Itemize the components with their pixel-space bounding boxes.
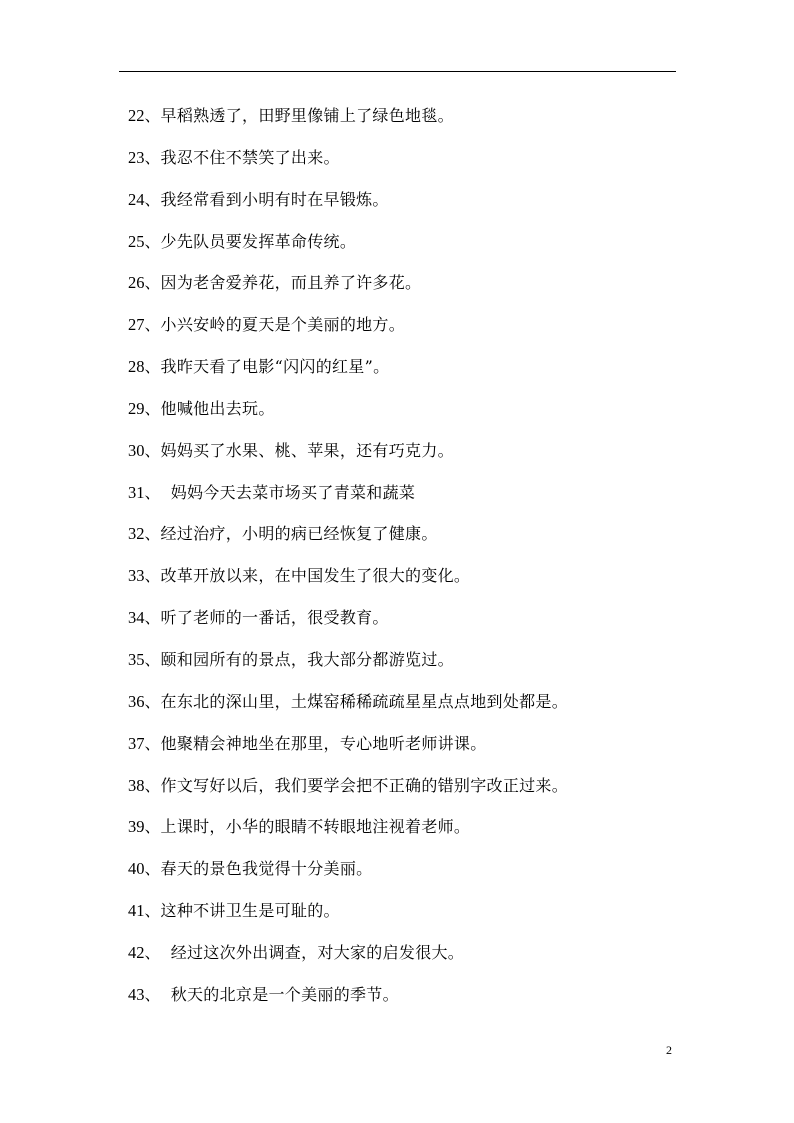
sentence-number: 23 bbox=[128, 147, 145, 167]
sentence-separator: 、 bbox=[144, 357, 161, 377]
sentence-item bbox=[128, 104, 688, 146]
sentence-number: 42 bbox=[128, 942, 145, 962]
sentence-text: 春天的景色我觉得十分美丽。 bbox=[160, 859, 373, 879]
sentence-separator: 、 bbox=[144, 691, 161, 711]
sentence-separator: 、 bbox=[144, 147, 161, 167]
sentence-number: 38 bbox=[128, 775, 145, 795]
sentence-text: 颐和园所有的景点，我大部分都游览过。 bbox=[160, 649, 454, 669]
sentence-item bbox=[128, 606, 688, 648]
sentence-item bbox=[128, 188, 688, 230]
sentence-item bbox=[128, 899, 688, 941]
sentence-separator: 、 bbox=[144, 608, 161, 628]
sentence-number: 43 bbox=[128, 984, 145, 1004]
header-rule bbox=[119, 71, 676, 72]
sentence-item bbox=[128, 397, 688, 439]
sentence-item bbox=[128, 815, 688, 857]
sentence-text: 他喊他出去玩。 bbox=[160, 398, 275, 418]
sentence-number: 22 bbox=[128, 106, 145, 125]
sentence-text: 少先队员要发挥革命传统。 bbox=[160, 231, 357, 251]
sentence-text: 我忍不住不禁笑了出来。 bbox=[160, 147, 340, 167]
sentence-number: 36 bbox=[128, 691, 145, 711]
sentence-number: 28 bbox=[128, 357, 145, 377]
sentence-separator: 、 bbox=[144, 524, 161, 544]
sentence-separator: 、 bbox=[144, 482, 171, 502]
sentence-item bbox=[128, 522, 688, 564]
sentence-item bbox=[128, 230, 688, 272]
sentence-number: 25 bbox=[128, 231, 145, 251]
sentence-number: 39 bbox=[128, 817, 145, 837]
sentence-separator: 、 bbox=[144, 106, 161, 125]
sentence-text: 经过这次外出调查，对大家的启发很大。 bbox=[170, 942, 465, 962]
sentence-separator: 、 bbox=[144, 189, 161, 209]
sentence-separator: 、 bbox=[144, 942, 171, 962]
sentence-item bbox=[128, 355, 688, 397]
sentence-text: 他聚精会神地坐在那里，专心地听老师讲课。 bbox=[160, 733, 487, 753]
sentence-item bbox=[128, 732, 688, 774]
sentence-separator: 、 bbox=[144, 901, 161, 921]
sentence-item bbox=[128, 983, 688, 1025]
sentence-separator: 、 bbox=[144, 984, 171, 1004]
sentence-item bbox=[128, 271, 688, 313]
sentence-text: 小兴安岭的夏天是个美丽的地方。 bbox=[160, 315, 406, 335]
sentence-separator: 、 bbox=[144, 273, 161, 293]
sentence-number: 27 bbox=[128, 315, 145, 335]
sentence-text: 在东北的深山里，土煤窑稀稀疏疏星星点点地到处都是。 bbox=[160, 691, 569, 711]
sentence-text: 妈妈买了水果、桃、苹果，还有巧克力。 bbox=[160, 440, 454, 460]
sentence-text: 上课时，小华的眼睛不转眼地注视着老师。 bbox=[160, 817, 471, 837]
sentence-item bbox=[128, 774, 688, 816]
sentence-number: 33 bbox=[128, 566, 145, 586]
sentence-item bbox=[128, 146, 688, 188]
sentence-text: 改革开放以来，在中国发生了很大的变化。 bbox=[160, 566, 471, 586]
sentence-number: 26 bbox=[128, 273, 145, 293]
sentence-item bbox=[128, 648, 688, 690]
sentence-text: 经过治疗，小明的病已经恢复了健康。 bbox=[160, 524, 438, 544]
sentence-text: 因为老舍爱养花，而且养了许多花。 bbox=[160, 273, 422, 293]
sentence-text: 作文写好以后，我们要学会把不正确的错别字改正过来。 bbox=[160, 775, 569, 795]
sentence-number: 40 bbox=[128, 859, 145, 879]
sentence-separator: 、 bbox=[144, 440, 161, 460]
sentence-number: 34 bbox=[128, 608, 145, 628]
sentence-text: 妈妈今天去菜市场买了青菜和蔬菜 bbox=[170, 482, 416, 502]
sentence-separator: 、 bbox=[144, 398, 161, 418]
sentence-number: 41 bbox=[128, 901, 145, 921]
sentence-list bbox=[128, 104, 688, 1025]
sentence-separator: 、 bbox=[144, 817, 161, 837]
sentence-number: 30 bbox=[128, 440, 145, 460]
sentence-item bbox=[128, 690, 688, 732]
sentence-item bbox=[128, 857, 688, 899]
sentence-number: 24 bbox=[128, 189, 145, 209]
sentence-item bbox=[128, 313, 688, 355]
sentence-item bbox=[128, 941, 688, 983]
sentence-number: 35 bbox=[128, 649, 145, 669]
sentence-separator: 、 bbox=[144, 733, 161, 753]
sentence-separator: 、 bbox=[144, 775, 161, 795]
sentence-text: 早稻熟透了，田野里像铺上了绿色地毯。 bbox=[160, 106, 454, 125]
sentence-text: 秋天的北京是一个美丽的季节。 bbox=[170, 984, 399, 1004]
sentence-text: 听了老师的一番话，很受教育。 bbox=[160, 608, 389, 628]
sentence-separator: 、 bbox=[144, 566, 161, 586]
sentence-number: 37 bbox=[128, 733, 145, 753]
sentence-item bbox=[128, 481, 688, 523]
sentence-number: 32 bbox=[128, 524, 145, 544]
sentence-item bbox=[128, 564, 688, 606]
sentence-separator: 、 bbox=[144, 315, 161, 335]
sentence-text: 我经常看到小明有时在早锻炼。 bbox=[160, 189, 389, 209]
sentence-item bbox=[128, 439, 688, 481]
sentence-text: 这种不讲卫生是可耻的。 bbox=[160, 901, 340, 921]
sentence-number: 29 bbox=[128, 398, 145, 418]
sentence-separator: 、 bbox=[144, 231, 161, 251]
sentence-separator: 、 bbox=[144, 859, 161, 879]
sentence-number: 31 bbox=[128, 482, 145, 502]
sentence-text: 我昨天看了电影“闪闪的红星”。 bbox=[160, 357, 390, 377]
page-number: 2 bbox=[666, 1043, 672, 1057]
sentence-separator: 、 bbox=[144, 649, 161, 669]
